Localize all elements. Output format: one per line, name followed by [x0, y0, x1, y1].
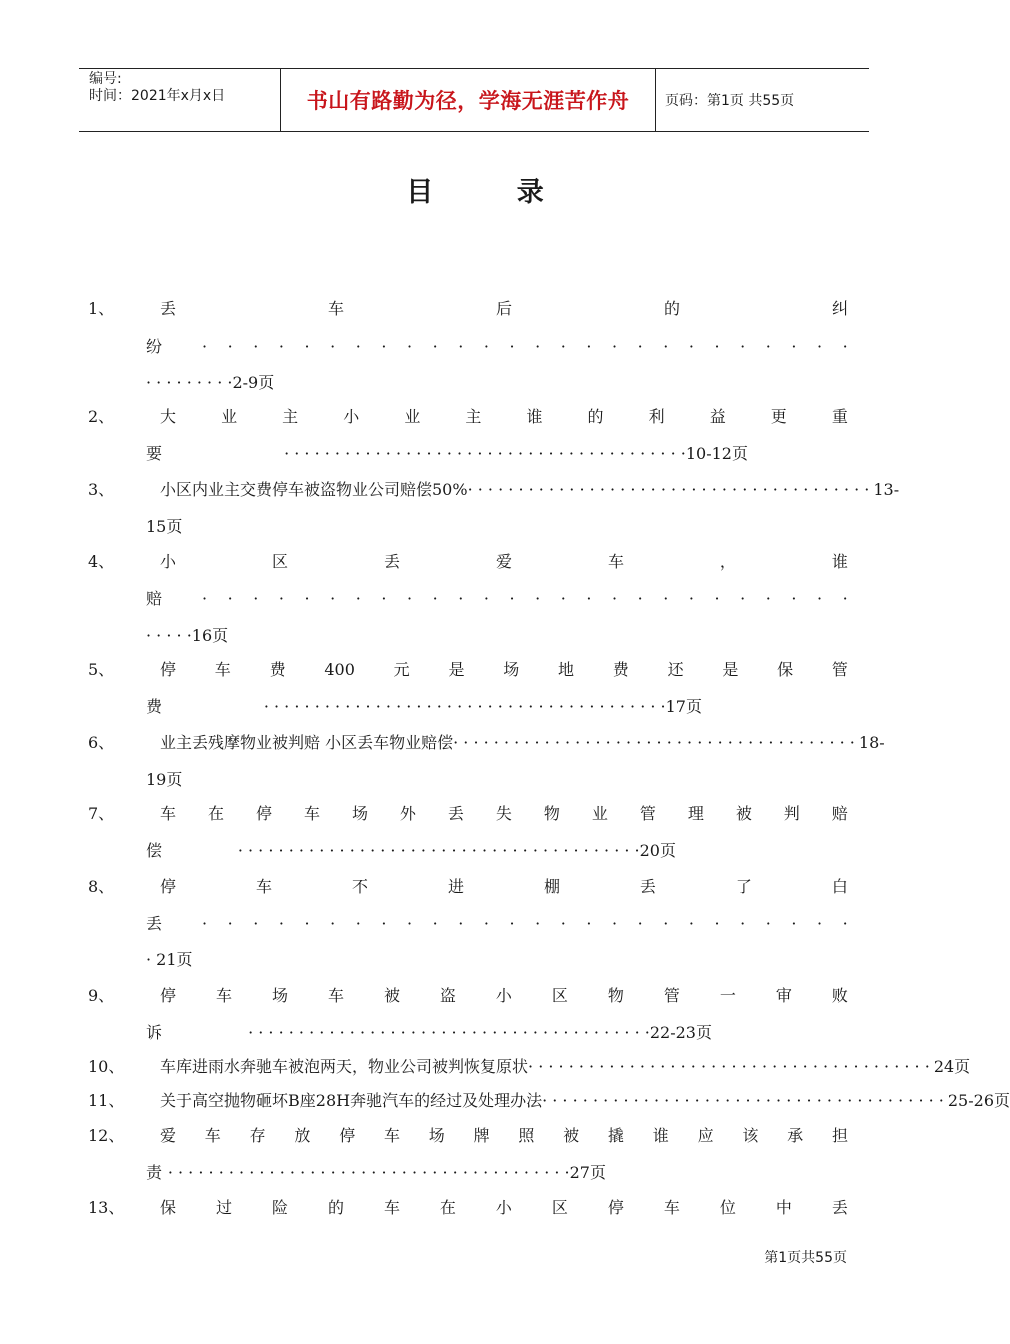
toc-title-char: 位	[719, 1198, 736, 1217]
toc-leader-dot: ·	[253, 337, 259, 356]
toc-title-char: 盗	[439, 986, 456, 1005]
toc-title-char: 棚	[543, 877, 560, 896]
toc-leader-dot: ·	[765, 589, 771, 608]
toc-title-text: 诉	[146, 1023, 163, 1042]
toc-title-char: 区	[271, 552, 288, 571]
toc-title-char: 区	[551, 1198, 568, 1217]
toc-leader-dot: ·	[535, 589, 541, 608]
toc-leader-dot: ·	[381, 337, 387, 356]
toc-entry-number: 9、	[88, 986, 115, 1005]
toc-leader-dot: ·	[688, 589, 694, 608]
toc-title-text: 小区内业主交费停车被盗物业公司赔偿50%	[160, 480, 468, 499]
toc-leader-dot: ·	[381, 914, 387, 933]
toc-title-char: 的	[327, 1198, 344, 1217]
toc-leader-dot: ·	[688, 337, 694, 356]
toc-page-ref: 13-	[873, 480, 900, 499]
toc-entry-continuation	[146, 517, 848, 537]
toc-title-char: 不	[351, 877, 368, 896]
toc-leader-dot: ·	[688, 914, 694, 933]
toc-entry-number: 8、	[88, 877, 115, 896]
toc-page-ref: 21页	[151, 950, 193, 969]
toc-title-char: 后	[495, 299, 512, 318]
toc-leader-dot: ·	[740, 589, 746, 608]
toc-title-char: 是	[448, 660, 465, 679]
toc-leader-dot: ·	[407, 337, 413, 356]
toc-title-char: 保	[160, 1198, 177, 1217]
toc-title-text: 关于高空抛物砸坏B座28H奔驰汽车的经过及处理办法	[160, 1091, 543, 1110]
toc-title-char: 物	[607, 986, 624, 1005]
toc-leader-dot: ·	[791, 914, 797, 933]
toc-leader: · · · · · · · · · · · · · · · · · · · · · · · · · · · · · · · · · · · · · · · ·	[248, 1023, 650, 1042]
toc-leader: · · · · · · · · · · · · · · · · · · · · · · · · · · · · · · · · · · · · · · · ·	[453, 733, 855, 752]
toc-entry-continuation	[146, 1163, 606, 1183]
toc-title-text: 责	[146, 1163, 163, 1182]
toc-title-char: 重	[831, 407, 848, 426]
toc-title-char: 放	[294, 1126, 311, 1145]
toc-title-text: 赔	[146, 589, 163, 608]
toc-title-char: 车	[160, 804, 177, 823]
toc-leader-dot: ·	[278, 589, 284, 608]
toc-title-char: 担	[831, 1126, 848, 1145]
toc-leader-dot: ·	[714, 337, 720, 356]
toc-page-ref: 15页	[146, 517, 183, 536]
toc-leader-dot: ·	[330, 337, 336, 356]
toc-leader-dot: ·	[202, 589, 208, 608]
toc-leader-dot: ·	[560, 589, 566, 608]
toc-leader-dot: ·	[842, 589, 848, 608]
toc-entry-title	[160, 1091, 1010, 1111]
toc-leader-dot: ·	[407, 589, 413, 608]
toc-title-char: 爱	[495, 552, 512, 571]
toc-entry-continuation	[146, 589, 848, 609]
toc-title-char: 主	[465, 407, 482, 426]
toc-title-char: 管	[663, 986, 680, 1005]
toc-title-char: 审	[775, 986, 792, 1005]
toc-title-char: 停	[339, 1126, 356, 1145]
toc-entry-title	[160, 1126, 848, 1146]
toc-title-char: 停	[160, 986, 177, 1005]
toc-leader-dot: ·	[458, 589, 464, 608]
toc-title-char: 了	[735, 877, 752, 896]
toc-page-ref: 2-9页	[232, 373, 275, 392]
toc-entry-number: 13、	[88, 1198, 125, 1217]
toc-title-char: 车	[383, 1198, 400, 1217]
toc-title-char: 元	[393, 660, 410, 679]
toc-title-char: 场	[503, 660, 520, 679]
toc-title-text: 丢	[146, 914, 163, 933]
toc-title-char: 爱	[160, 1126, 177, 1145]
toc-leader: · · · · · · · · · · · · · · · · · · · · · · · · · · · · · · · · · · · · · · · ·	[263, 697, 666, 716]
toc-leader-dot: ·	[637, 337, 643, 356]
toc-entry-title	[160, 552, 848, 572]
toc-title-char: 谁	[831, 552, 848, 571]
toc-entry-title	[160, 660, 848, 680]
toc-title-char: 丢	[831, 1198, 848, 1217]
toc-leader-dot: ·	[330, 914, 336, 933]
toc-title-char: 车	[383, 1126, 400, 1145]
toc-leader-dot: ·	[740, 337, 746, 356]
toc-leader-dot: ·	[560, 337, 566, 356]
toc-leader: ·	[146, 950, 152, 969]
toc-title-text: 要	[146, 444, 163, 463]
toc-leader-dot: ·	[586, 914, 592, 933]
toc-leader-dot: ·	[278, 914, 284, 933]
toc-leader-dot: ·	[714, 914, 720, 933]
toc-title-char: 车	[215, 986, 232, 1005]
toc-title-char: 的	[663, 299, 680, 318]
toc-title-char: 物	[543, 804, 560, 823]
toc-title-char: 场	[428, 1126, 445, 1145]
toc-leader-dot: ·	[381, 589, 387, 608]
toc-title-char: 失	[495, 804, 512, 823]
toc-leader-dot: ·	[458, 914, 464, 933]
toc-entry-number: 4、	[88, 552, 115, 571]
serial-label: 编号:	[89, 71, 122, 87]
toc-leader	[202, 914, 848, 934]
toc-title-char: 主	[282, 407, 299, 426]
toc-leader-dot: ·	[432, 337, 438, 356]
toc-entry-number: 3、	[88, 480, 115, 499]
toc-entry-number: 11、	[88, 1091, 125, 1110]
header-motto: 书山有路勤为径，学海无涯苦作舟	[306, 89, 630, 113]
toc-title-char: 车	[255, 877, 272, 896]
time-label: 时间：2021年x月x日	[89, 88, 226, 104]
toc-title-char: 应	[697, 1126, 714, 1145]
toc-title-char: 业	[404, 407, 421, 426]
toc-leader-dot: ·	[483, 589, 489, 608]
toc-page-ref: 25-26页	[947, 1091, 1010, 1110]
toc-entry-number: 6、	[88, 733, 115, 752]
toc-leader-dot: ·	[202, 337, 208, 356]
toc-leader-dot: ·	[202, 914, 208, 933]
toc-title-char: 一	[719, 986, 736, 1005]
toc-title-char: 业	[221, 407, 238, 426]
toc-title-char: 白	[831, 877, 848, 896]
toc-title-char: 进	[447, 877, 464, 896]
toc-leader-dot: ·	[253, 589, 259, 608]
toc-leader-dot: ·	[817, 589, 823, 608]
toc-entry-title	[160, 480, 900, 500]
toc-title-text: 纷	[146, 337, 163, 356]
toc-title-char: 区	[551, 986, 568, 1005]
toc-title-char: 益	[709, 407, 726, 426]
toc-leader-dot: ·	[765, 337, 771, 356]
toc-title-char: 丢	[447, 804, 464, 823]
toc-title-char: 险	[271, 1198, 288, 1217]
toc-entry-title	[160, 986, 848, 1006]
toc-title-char: 管	[831, 660, 848, 679]
toc-leader-dot: ·	[355, 589, 361, 608]
toc-leader-dot: ·	[612, 337, 618, 356]
toc-page-ref: 19页	[146, 770, 183, 789]
toc-title-char: 小	[495, 1198, 512, 1217]
toc-title-char: 谁	[652, 1126, 669, 1145]
toc-title-char: 丢	[639, 877, 656, 896]
toc-page-ref: 18-	[858, 733, 885, 752]
toc-title-char: 停	[607, 1198, 624, 1217]
toc-leader	[202, 337, 848, 357]
toc-title-char: 牌	[473, 1126, 490, 1145]
toc-title-char: 被	[563, 1126, 580, 1145]
toc-leader-dot: ·	[458, 337, 464, 356]
toc-title-char: 被	[383, 986, 400, 1005]
toc-title-char: 费	[269, 660, 286, 679]
toc-title-char: 地	[558, 660, 575, 679]
toc-title-char: ，	[719, 552, 736, 571]
toc-leader-dot: ·	[535, 914, 541, 933]
toc-title-text: 车库进雨水奔驰车被泡两天，物业公司被判恢复原状	[160, 1057, 529, 1076]
toc-title-char: 存	[249, 1126, 266, 1145]
toc-leader-dot: ·	[765, 914, 771, 933]
toc-title-char: 更	[770, 407, 787, 426]
toc-title-char: 小	[495, 986, 512, 1005]
toc-leader: · · · · · · · · · · · · · · · · · · · · · · · · · · · · · · · · · · · · · · · ·	[528, 1057, 930, 1076]
toc-title-char: 400	[324, 660, 355, 679]
toc-leader: · · · · · · · · · · · · · · · · · · · · · · · · · · · · · · · · · · · · · · · ·	[467, 480, 870, 499]
toc-leader-dot: ·	[842, 337, 848, 356]
toc-entry-number: 5、	[88, 660, 115, 679]
toc-entry-continuation	[146, 841, 676, 861]
toc-title-char: 停	[160, 660, 177, 679]
toc-title-char: 是	[722, 660, 739, 679]
toc-entry-continuation	[146, 337, 848, 357]
toc-title-char: 业	[591, 804, 608, 823]
toc-leader-dot: ·	[509, 337, 515, 356]
toc-page-ref: 17页	[665, 697, 702, 716]
toc-leader-dot: ·	[509, 914, 515, 933]
toc-leader-dot: ·	[227, 589, 233, 608]
toc-title-char: 照	[518, 1126, 535, 1145]
toc-title-char: 中	[775, 1198, 792, 1217]
toc-leader-dot: ·	[791, 337, 797, 356]
toc-title-char: 被	[735, 804, 752, 823]
toc-leader	[202, 589, 848, 609]
toc-title-text: 费	[146, 697, 163, 716]
toc-entry-number: 1、	[88, 299, 115, 318]
toc-entry-continuation	[146, 770, 848, 790]
toc-leader-dot: ·	[612, 589, 618, 608]
toc-entry-title	[160, 1057, 971, 1077]
toc-leader-dot: ·	[663, 337, 669, 356]
toc-leader-dot: ·	[278, 337, 284, 356]
toc-title-char: 车	[327, 986, 344, 1005]
toc-leader-dot: ·	[483, 337, 489, 356]
toc-entry-title	[160, 804, 848, 824]
toc-entry-title	[160, 299, 848, 319]
toc-title-char: 承	[787, 1126, 804, 1145]
toc-title-char: 大	[160, 407, 177, 426]
toc-leader-dot: ·	[791, 589, 797, 608]
toc-title-char: 纠	[831, 299, 848, 318]
toc-entry-page-line	[146, 626, 848, 646]
toc-title-char: 的	[587, 407, 604, 426]
toc-leader: · · · · · · · · · · · · · · · · · · · · · · · · · · · · · · · · · · · · · · · ·	[237, 841, 640, 860]
toc-entry-number: 12、	[88, 1126, 125, 1145]
toc-leader-dot: ·	[355, 914, 361, 933]
toc-entry-title	[160, 877, 848, 897]
toc-title-char: 车	[303, 804, 320, 823]
toc-title-char: 场	[351, 804, 368, 823]
toc-title-text: 偿	[146, 841, 163, 860]
toc-entry-title	[160, 1198, 848, 1218]
toc-leader: · · · · · · · · ·	[146, 373, 233, 392]
toc-leader: · · · · · · · · · · · · · · · · · · · · · · · · · · · · · · · · · · · · · · · ·	[284, 444, 686, 463]
toc-leader: · · · · ·	[146, 626, 192, 645]
toc-leader-dot: ·	[586, 337, 592, 356]
toc-leader-dot: ·	[509, 589, 515, 608]
toc-page-ref: 24页	[933, 1057, 971, 1076]
toc-entry-title	[160, 733, 885, 753]
toc-leader: · · · · · · · · · · · · · · · · · · · · · · · · · · · · · · · · · · · · · · · ·	[167, 1163, 570, 1182]
toc-leader-dot: ·	[483, 914, 489, 933]
toc-leader-dot: ·	[586, 589, 592, 608]
toc-title-char: 在	[207, 804, 224, 823]
toc-page-ref: 16页	[191, 626, 229, 645]
toc-leader-dot: ·	[407, 914, 413, 933]
toc-title-char: 理	[687, 804, 704, 823]
toc-leader-dot: ·	[817, 914, 823, 933]
toc-leader-dot: ·	[637, 589, 643, 608]
toc-title-char: 还	[667, 660, 684, 679]
toc-leader-dot: ·	[432, 914, 438, 933]
toc-title-text: 业主丢残摩物业被判赔 小区丢车物业赔偿	[160, 733, 454, 752]
toc-title-char: 该	[742, 1126, 759, 1145]
toc-title-char: 过	[215, 1198, 232, 1217]
toc-entry-continuation	[146, 444, 748, 464]
toc-title-char: 利	[648, 407, 665, 426]
toc-entry-title	[160, 407, 848, 427]
toc-leader-dot: ·	[740, 914, 746, 933]
toc-leader-dot: ·	[355, 337, 361, 356]
toc-title-char: 保	[777, 660, 794, 679]
toc-leader-dot: ·	[663, 589, 669, 608]
toc-title-char: 败	[831, 986, 848, 1005]
toc-leader-dot: ·	[304, 914, 310, 933]
toc-page-ref: 20页	[639, 841, 676, 860]
toc-title-char: 管	[639, 804, 656, 823]
toc-entry-page-line	[146, 950, 848, 970]
toc-page-ref: 22-23页	[649, 1023, 712, 1042]
toc-title-char: 判	[783, 804, 800, 823]
toc-title-char: 小	[160, 552, 177, 571]
toc-title-char: 车	[204, 1126, 221, 1145]
toc-entry-number: 7、	[88, 804, 115, 823]
toc-leader-dot: ·	[304, 589, 310, 608]
toc-title-char: 车	[327, 299, 344, 318]
toc-title-char: 停	[160, 877, 177, 896]
toc-title-char: 停	[255, 804, 272, 823]
toc-title-char: 在	[439, 1198, 456, 1217]
toc-leader-dot: ·	[560, 914, 566, 933]
toc-leader-dot: ·	[842, 914, 848, 933]
toc-leader-dot: ·	[637, 914, 643, 933]
toc-title-char: 丢	[383, 552, 400, 571]
toc-title-char: 谁	[526, 407, 543, 426]
page-title: 目 录	[406, 177, 544, 208]
toc-entry-number: 10、	[88, 1057, 125, 1076]
toc-leader-dot: ·	[227, 914, 233, 933]
toc-title-char: 小	[343, 407, 360, 426]
toc-leader-dot: ·	[663, 914, 669, 933]
toc-entry-continuation	[146, 914, 848, 934]
toc-entry-number: 2、	[88, 407, 115, 426]
toc-leader-dot: ·	[535, 337, 541, 356]
toc-title-char: 费	[612, 660, 629, 679]
toc-leader-dot: ·	[304, 337, 310, 356]
toc-entry-continuation	[146, 1023, 712, 1043]
toc-title-char: 撬	[607, 1126, 624, 1145]
toc-leader-dot: ·	[714, 589, 720, 608]
toc-title-char: 车	[607, 552, 624, 571]
toc-title-char: 车	[663, 1198, 680, 1217]
toc-title-char: 赔	[831, 804, 848, 823]
toc-leader-dot: ·	[432, 589, 438, 608]
toc-title-char: 外	[399, 804, 416, 823]
toc-leader-dot: ·	[227, 337, 233, 356]
toc-entry-page-line	[146, 373, 848, 393]
toc-leader-dot: ·	[817, 337, 823, 356]
toc-page-ref: 27页	[569, 1163, 606, 1182]
header-page-info: 页码：第1页 共55页	[665, 93, 795, 109]
toc-title-char: 车	[214, 660, 231, 679]
toc-leader: · · · · · · · · · · · · · · · · · · · · · · · · · · · · · · · · · · · · · · · ·	[542, 1091, 944, 1110]
toc-leader-dot: ·	[612, 914, 618, 933]
toc-title-char: 场	[271, 986, 288, 1005]
toc-entry-continuation	[146, 697, 702, 717]
toc-leader-dot: ·	[330, 589, 336, 608]
toc-title-char: 丢	[160, 299, 177, 318]
page-footer: 第1页共55页	[764, 1250, 847, 1266]
toc-page-ref: 10-12页	[685, 444, 748, 463]
toc-leader-dot: ·	[253, 914, 259, 933]
